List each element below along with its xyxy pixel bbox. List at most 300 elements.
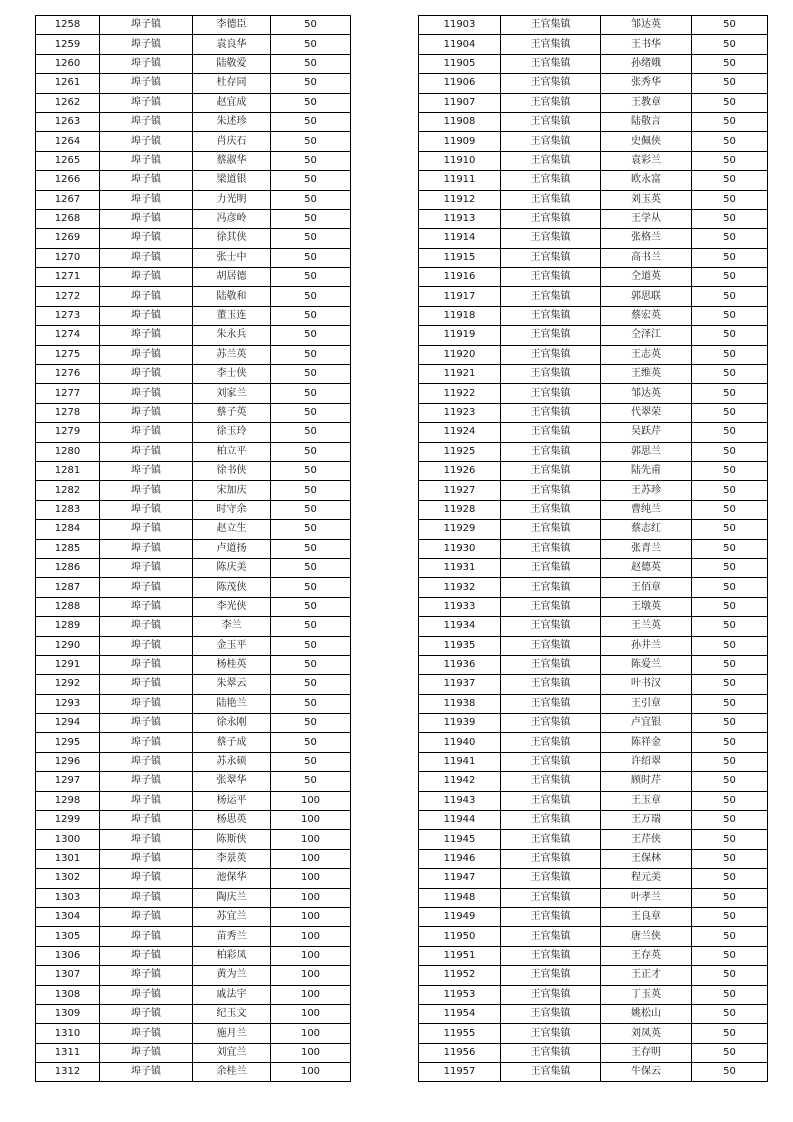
- table-row: [419, 326, 768, 345]
- amount-cell: 50: [692, 209, 768, 228]
- amount-cell: 100: [271, 888, 351, 907]
- table-row: [36, 714, 351, 733]
- person-name-cell: 王学从: [601, 209, 692, 228]
- amount-cell: 50: [692, 888, 768, 907]
- person-name-cell: 袁良华: [193, 35, 271, 54]
- row-number-cell: 1292: [36, 675, 100, 694]
- row-number-cell: 11938: [419, 694, 501, 713]
- person-name-cell: 柏彩凤: [193, 946, 271, 965]
- amount-cell: 50: [271, 365, 351, 384]
- row-number-cell: 1273: [36, 306, 100, 325]
- table-row: [419, 481, 768, 500]
- row-number-cell: 11945: [419, 830, 501, 849]
- row-number-cell: 1299: [36, 811, 100, 830]
- table-row: [36, 54, 351, 73]
- row-number-cell: 1280: [36, 442, 100, 461]
- table-row: [36, 927, 351, 946]
- township-cell: 埠子镇: [100, 888, 193, 907]
- row-number-cell: 1271: [36, 268, 100, 287]
- row-number-cell: 1283: [36, 500, 100, 519]
- table-row: [419, 694, 768, 713]
- person-name-cell: 王兰英: [601, 617, 692, 636]
- table-row: [419, 268, 768, 287]
- township-cell: 埠子镇: [100, 694, 193, 713]
- person-name-cell: 苏兰英: [193, 345, 271, 364]
- township-cell: 王官集镇: [501, 752, 601, 771]
- person-name-cell: 董玉连: [193, 306, 271, 325]
- table-row: [36, 733, 351, 752]
- township-cell: 王官集镇: [501, 365, 601, 384]
- amount-cell: 50: [271, 93, 351, 112]
- amount-cell: 50: [692, 248, 768, 267]
- person-name-cell: 徐其侠: [193, 229, 271, 248]
- amount-cell: 50: [692, 326, 768, 345]
- amount-cell: 50: [692, 675, 768, 694]
- township-cell: 王官集镇: [501, 16, 601, 35]
- row-number-cell: 11924: [419, 423, 501, 442]
- amount-cell: 50: [271, 248, 351, 267]
- township-cell: 埠子镇: [100, 946, 193, 965]
- amount-cell: 50: [271, 132, 351, 151]
- township-cell: 埠子镇: [100, 830, 193, 849]
- table-row: [36, 112, 351, 131]
- person-name-cell: 赵立生: [193, 520, 271, 539]
- person-name-cell: 金玉平: [193, 636, 271, 655]
- township-cell: 王官集镇: [501, 287, 601, 306]
- person-name-cell: 王志英: [601, 345, 692, 364]
- table-row: [36, 326, 351, 345]
- row-number-cell: 11908: [419, 112, 501, 131]
- person-name-cell: 王墩英: [601, 597, 692, 616]
- amount-cell: 50: [692, 132, 768, 151]
- left-roster-table: [35, 15, 351, 1082]
- person-name-cell: 李德臣: [193, 16, 271, 35]
- table-row: [36, 791, 351, 810]
- township-cell: 埠子镇: [100, 384, 193, 403]
- row-number-cell: 11919: [419, 326, 501, 345]
- row-number-cell: 1288: [36, 597, 100, 616]
- table-row: [419, 520, 768, 539]
- township-cell: 王官集镇: [501, 345, 601, 364]
- row-number-cell: 11905: [419, 54, 501, 73]
- township-cell: 王官集镇: [501, 907, 601, 926]
- person-name-cell: 刘宜兰: [193, 1043, 271, 1062]
- amount-cell: 50: [692, 907, 768, 926]
- person-name-cell: 张青兰: [601, 539, 692, 558]
- amount-cell: 50: [692, 423, 768, 442]
- table-row: [36, 190, 351, 209]
- township-cell: 埠子镇: [100, 1024, 193, 1043]
- person-name-cell: 仝道英: [601, 268, 692, 287]
- township-cell: 王官集镇: [501, 811, 601, 830]
- amount-cell: 100: [271, 830, 351, 849]
- township-cell: 埠子镇: [100, 927, 193, 946]
- township-cell: 王官集镇: [501, 558, 601, 577]
- table-row: [419, 151, 768, 170]
- table-row: [36, 500, 351, 519]
- amount-cell: 50: [692, 35, 768, 54]
- table-row: [419, 888, 768, 907]
- amount-cell: 50: [271, 287, 351, 306]
- amount-cell: 50: [692, 500, 768, 519]
- table-row: [36, 520, 351, 539]
- table-row: [419, 132, 768, 151]
- table-row: [419, 287, 768, 306]
- person-name-cell: 柏立平: [193, 442, 271, 461]
- row-number-cell: 1290: [36, 636, 100, 655]
- row-number-cell: 11944: [419, 811, 501, 830]
- table-row: [419, 229, 768, 248]
- table-row: [419, 384, 768, 403]
- row-number-cell: 11931: [419, 558, 501, 577]
- row-number-cell: 11939: [419, 714, 501, 733]
- row-number-cell: 1276: [36, 365, 100, 384]
- amount-cell: 100: [271, 907, 351, 926]
- table-row: [419, 636, 768, 655]
- row-number-cell: 1302: [36, 869, 100, 888]
- left-roster-body: [36, 16, 351, 1082]
- amount-cell: 100: [271, 1043, 351, 1062]
- table-row: [36, 811, 351, 830]
- person-name-cell: 池保华: [193, 869, 271, 888]
- township-cell: 埠子镇: [100, 112, 193, 131]
- township-cell: 王官集镇: [501, 209, 601, 228]
- township-cell: 埠子镇: [100, 520, 193, 539]
- person-name-cell: 牛保云: [601, 1063, 692, 1082]
- table-row: [36, 171, 351, 190]
- right-roster-table: [418, 15, 768, 1082]
- person-name-cell: 梁道银: [193, 171, 271, 190]
- row-number-cell: 1278: [36, 403, 100, 422]
- person-name-cell: 张士中: [193, 248, 271, 267]
- row-number-cell: 11940: [419, 733, 501, 752]
- township-cell: 埠子镇: [100, 54, 193, 73]
- amount-cell: 50: [692, 54, 768, 73]
- row-number-cell: 11923: [419, 403, 501, 422]
- township-cell: 王官集镇: [501, 112, 601, 131]
- amount-cell: 50: [692, 636, 768, 655]
- person-name-cell: 程元美: [601, 869, 692, 888]
- table-row: [419, 830, 768, 849]
- township-cell: 埠子镇: [100, 558, 193, 577]
- person-name-cell: 陆艳兰: [193, 694, 271, 713]
- person-name-cell: 李光侠: [193, 597, 271, 616]
- row-number-cell: 11903: [419, 16, 501, 35]
- township-cell: 王官集镇: [501, 229, 601, 248]
- row-number-cell: 1307: [36, 966, 100, 985]
- row-number-cell: 1310: [36, 1024, 100, 1043]
- table-row: [419, 248, 768, 267]
- table-row: [36, 403, 351, 422]
- table-row: [36, 268, 351, 287]
- table-row: [36, 597, 351, 616]
- amount-cell: 50: [692, 384, 768, 403]
- amount-cell: 100: [271, 1063, 351, 1082]
- table-row: [419, 190, 768, 209]
- township-cell: 王官集镇: [501, 268, 601, 287]
- township-cell: 王官集镇: [501, 306, 601, 325]
- amount-cell: 100: [271, 1024, 351, 1043]
- amount-cell: 50: [692, 772, 768, 791]
- table-row: [419, 849, 768, 868]
- table-row: [36, 888, 351, 907]
- amount-cell: 50: [692, 365, 768, 384]
- township-cell: 王官集镇: [501, 132, 601, 151]
- table-row: [419, 791, 768, 810]
- table-row: [36, 752, 351, 771]
- row-number-cell: 1289: [36, 617, 100, 636]
- township-cell: 王官集镇: [501, 636, 601, 655]
- township-cell: 王官集镇: [501, 888, 601, 907]
- township-cell: 埠子镇: [100, 190, 193, 209]
- township-cell: 埠子镇: [100, 714, 193, 733]
- township-cell: 王官集镇: [501, 171, 601, 190]
- township-cell: 埠子镇: [100, 35, 193, 54]
- person-name-cell: 赵德英: [601, 558, 692, 577]
- row-number-cell: 11954: [419, 1004, 501, 1023]
- row-number-cell: 11933: [419, 597, 501, 616]
- table-row: [419, 675, 768, 694]
- person-name-cell: 赵宜成: [193, 93, 271, 112]
- person-name-cell: 王良章: [601, 907, 692, 926]
- person-name-cell: 史佩侠: [601, 132, 692, 151]
- township-cell: 埠子镇: [100, 16, 193, 35]
- person-name-cell: 袁彩兰: [601, 151, 692, 170]
- row-number-cell: 1285: [36, 539, 100, 558]
- person-name-cell: 杜存同: [193, 74, 271, 93]
- table-row: [419, 74, 768, 93]
- person-name-cell: 张格兰: [601, 229, 692, 248]
- person-name-cell: 纪玉文: [193, 1004, 271, 1023]
- amount-cell: 50: [692, 946, 768, 965]
- amount-cell: 50: [271, 268, 351, 287]
- amount-cell: 50: [692, 229, 768, 248]
- row-number-cell: 1262: [36, 93, 100, 112]
- township-cell: 王官集镇: [501, 655, 601, 674]
- person-name-cell: 曹纯兰: [601, 500, 692, 519]
- person-name-cell: 孙井兰: [601, 636, 692, 655]
- row-number-cell: 11917: [419, 287, 501, 306]
- table-row: [36, 384, 351, 403]
- amount-cell: 50: [271, 306, 351, 325]
- table-row: [36, 985, 351, 1004]
- table-row: [419, 1063, 768, 1082]
- row-number-cell: 11914: [419, 229, 501, 248]
- township-cell: 王官集镇: [501, 791, 601, 810]
- table-row: [419, 35, 768, 54]
- amount-cell: 100: [271, 966, 351, 985]
- amount-cell: 50: [692, 442, 768, 461]
- row-number-cell: 11932: [419, 578, 501, 597]
- amount-cell: 50: [271, 190, 351, 209]
- table-row: [36, 849, 351, 868]
- person-name-cell: 王万瑞: [601, 811, 692, 830]
- person-name-cell: 蔡志红: [601, 520, 692, 539]
- table-row: [419, 733, 768, 752]
- table-row: [419, 907, 768, 926]
- township-cell: 埠子镇: [100, 306, 193, 325]
- amount-cell: 50: [271, 384, 351, 403]
- row-number-cell: 11957: [419, 1063, 501, 1082]
- township-cell: 王官集镇: [501, 617, 601, 636]
- person-name-cell: 陆敬和: [193, 287, 271, 306]
- row-number-cell: 11943: [419, 791, 501, 810]
- row-number-cell: 11918: [419, 306, 501, 325]
- table-row: [36, 946, 351, 965]
- table-row: [36, 306, 351, 325]
- table-row: [36, 655, 351, 674]
- table-row: [36, 248, 351, 267]
- township-cell: 王官集镇: [501, 151, 601, 170]
- amount-cell: 50: [271, 171, 351, 190]
- amount-cell: 50: [271, 597, 351, 616]
- person-name-cell: 杨运平: [193, 791, 271, 810]
- row-number-cell: 1268: [36, 209, 100, 228]
- person-name-cell: 王苏珍: [601, 481, 692, 500]
- amount-cell: 50: [271, 209, 351, 228]
- township-cell: 王官集镇: [501, 597, 601, 616]
- township-cell: 埠子镇: [100, 1063, 193, 1082]
- person-name-cell: 陆先甫: [601, 461, 692, 480]
- amount-cell: 100: [271, 1004, 351, 1023]
- row-number-cell: 11951: [419, 946, 501, 965]
- township-cell: 埠子镇: [100, 500, 193, 519]
- amount-cell: 50: [271, 772, 351, 791]
- amount-cell: 50: [692, 1024, 768, 1043]
- person-name-cell: 李兰: [193, 617, 271, 636]
- person-name-cell: 王芹侠: [601, 830, 692, 849]
- table-row: [419, 461, 768, 480]
- township-cell: 王官集镇: [501, 384, 601, 403]
- township-cell: 埠子镇: [100, 539, 193, 558]
- township-cell: 埠子镇: [100, 849, 193, 868]
- amount-cell: 50: [692, 1063, 768, 1082]
- township-cell: 埠子镇: [100, 171, 193, 190]
- township-cell: 王官集镇: [501, 1024, 601, 1043]
- township-cell: 埠子镇: [100, 74, 193, 93]
- township-cell: 王官集镇: [501, 461, 601, 480]
- township-cell: 埠子镇: [100, 229, 193, 248]
- township-cell: 埠子镇: [100, 287, 193, 306]
- table-row: [419, 655, 768, 674]
- township-cell: 王官集镇: [501, 966, 601, 985]
- township-cell: 埠子镇: [100, 423, 193, 442]
- row-number-cell: 11909: [419, 132, 501, 151]
- person-name-cell: 戚法宇: [193, 985, 271, 1004]
- row-number-cell: 11930: [419, 539, 501, 558]
- person-name-cell: 余桂兰: [193, 1063, 271, 1082]
- row-number-cell: 1312: [36, 1063, 100, 1082]
- table-row: [36, 151, 351, 170]
- table-row: [36, 461, 351, 480]
- amount-cell: 50: [692, 268, 768, 287]
- row-number-cell: 1287: [36, 578, 100, 597]
- table-row: [36, 442, 351, 461]
- row-number-cell: 11922: [419, 384, 501, 403]
- township-cell: 埠子镇: [100, 811, 193, 830]
- amount-cell: 50: [692, 16, 768, 35]
- person-name-cell: 朱述珍: [193, 112, 271, 131]
- table-row: [419, 985, 768, 1004]
- table-row: [36, 869, 351, 888]
- amount-cell: 50: [692, 752, 768, 771]
- amount-cell: 50: [271, 558, 351, 577]
- amount-cell: 50: [271, 54, 351, 73]
- township-cell: 埠子镇: [100, 597, 193, 616]
- table-row: [419, 171, 768, 190]
- amount-cell: 100: [271, 869, 351, 888]
- amount-cell: 50: [692, 791, 768, 810]
- township-cell: 埠子镇: [100, 268, 193, 287]
- township-cell: 王官集镇: [501, 539, 601, 558]
- person-name-cell: 王书华: [601, 35, 692, 54]
- table-row: [36, 35, 351, 54]
- township-cell: 王官集镇: [501, 1004, 601, 1023]
- amount-cell: 50: [271, 655, 351, 674]
- amount-cell: 50: [271, 229, 351, 248]
- amount-cell: 100: [271, 946, 351, 965]
- amount-cell: 50: [692, 151, 768, 170]
- row-number-cell: 1261: [36, 74, 100, 93]
- row-number-cell: 1300: [36, 830, 100, 849]
- row-number-cell: 11916: [419, 268, 501, 287]
- amount-cell: 100: [271, 849, 351, 868]
- person-name-cell: 蔡淑华: [193, 151, 271, 170]
- table-row: [36, 229, 351, 248]
- table-row: [419, 306, 768, 325]
- table-row: [419, 966, 768, 985]
- amount-cell: 50: [271, 326, 351, 345]
- person-name-cell: 王维英: [601, 365, 692, 384]
- row-number-cell: 1275: [36, 345, 100, 364]
- person-name-cell: 顾时芹: [601, 772, 692, 791]
- row-number-cell: 11935: [419, 636, 501, 655]
- township-cell: 王官集镇: [501, 54, 601, 73]
- row-number-cell: 11928: [419, 500, 501, 519]
- township-cell: 埠子镇: [100, 752, 193, 771]
- amount-cell: 50: [271, 345, 351, 364]
- row-number-cell: 1272: [36, 287, 100, 306]
- row-number-cell: 11936: [419, 655, 501, 674]
- table-row: [36, 93, 351, 112]
- amount-cell: 100: [271, 791, 351, 810]
- amount-cell: 50: [692, 733, 768, 752]
- row-number-cell: 11946: [419, 849, 501, 868]
- table-row: [419, 112, 768, 131]
- person-name-cell: 蔡宏英: [601, 306, 692, 325]
- person-name-cell: 苏永硕: [193, 752, 271, 771]
- person-name-cell: 郭思兰: [601, 442, 692, 461]
- amount-cell: 50: [271, 481, 351, 500]
- township-cell: 王官集镇: [501, 190, 601, 209]
- township-cell: 埠子镇: [100, 248, 193, 267]
- amount-cell: 100: [271, 927, 351, 946]
- row-number-cell: 1269: [36, 229, 100, 248]
- person-name-cell: 丁玉英: [601, 985, 692, 1004]
- amount-cell: 50: [271, 461, 351, 480]
- person-name-cell: 陈祥金: [601, 733, 692, 752]
- amount-cell: 50: [692, 694, 768, 713]
- amount-cell: 50: [271, 617, 351, 636]
- person-name-cell: 宋加庆: [193, 481, 271, 500]
- row-number-cell: 11912: [419, 190, 501, 209]
- amount-cell: 50: [271, 16, 351, 35]
- table-row: [419, 869, 768, 888]
- row-number-cell: 11956: [419, 1043, 501, 1062]
- amount-cell: 50: [692, 190, 768, 209]
- table-row: [36, 209, 351, 228]
- person-name-cell: 刘凤英: [601, 1024, 692, 1043]
